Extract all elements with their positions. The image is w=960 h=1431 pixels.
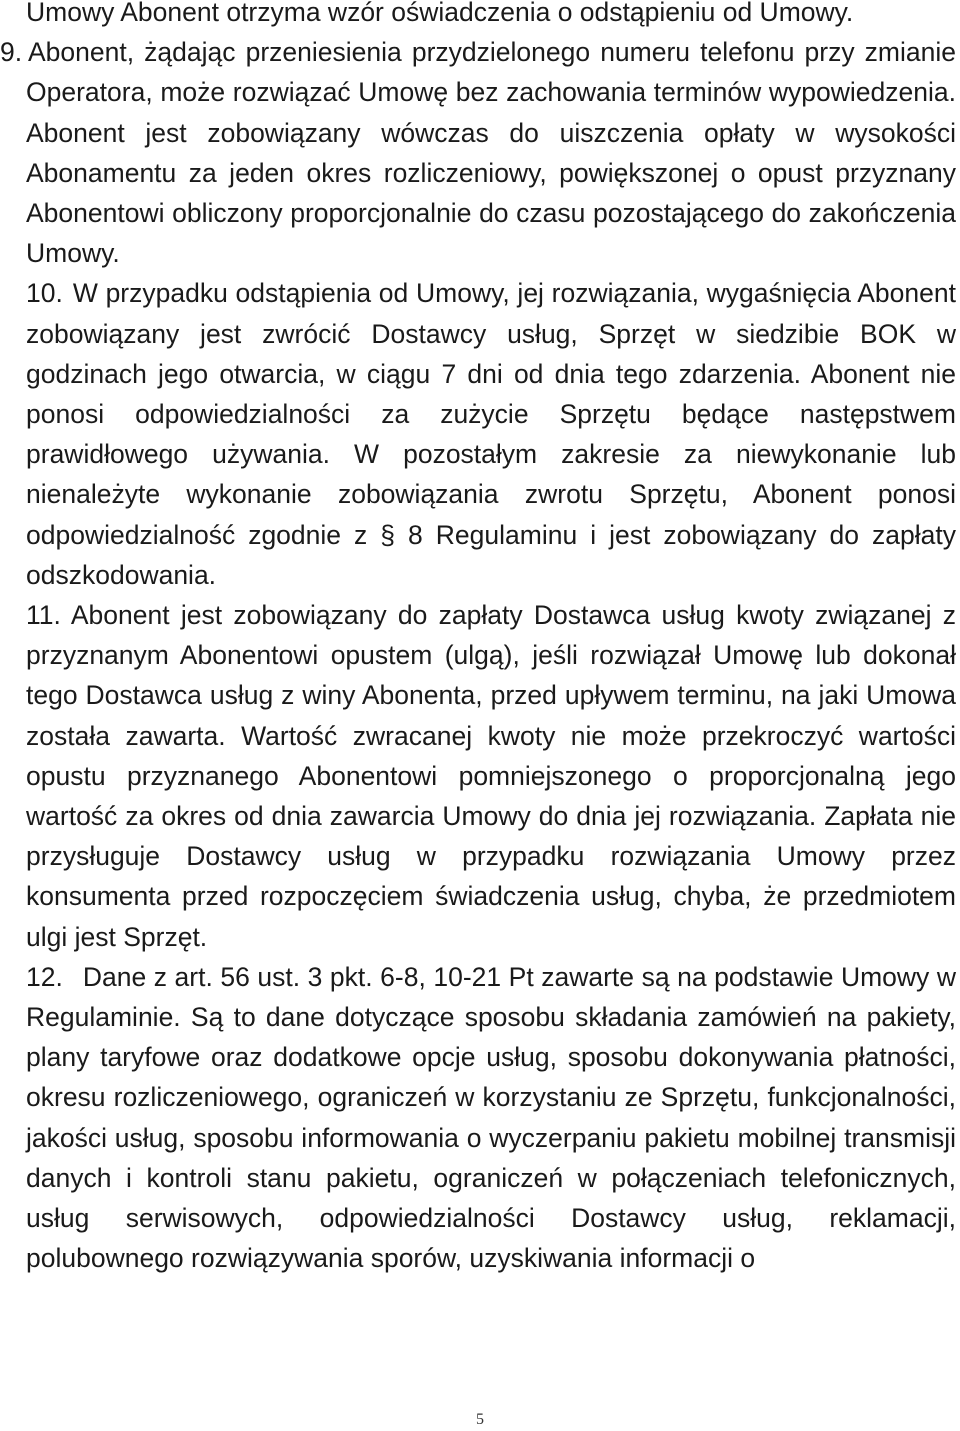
page-number: 5 xyxy=(476,1411,484,1428)
paragraph-number: 9. xyxy=(0,37,23,68)
paragraph-12 xyxy=(26,957,956,1279)
paragraph-9 xyxy=(0,32,956,273)
paragraph-number: 10. xyxy=(26,278,63,309)
paragraph-text: Abonent jest zobowiązany do zapłaty Dostawca usług kwoty związanej z przyznanym Abonentowi opustem (ulgą), jeśli rozwiązał Umowę lub dokonał tego Dostawca usług z winy Abonenta, przed upływem terminu, na jaki Umowa została zawarta. Wartość zwracanej kwoty nie może przekroczyć wartości opustu przyznanego Abonentowi pomniejszonego o proporcjonalną jego wartość za okres od dnia zawarcia Umowy do dnia jej rozwiązania. Zapłata nie przysługuje Dostawcy usług w przypadku rozwiązania Umowy przez konsumenta przed rozpoczęciem świadczenia usług, chyba, że przedmiotem ulgi jest Sprzęt. xyxy=(26,600,956,952)
paragraph-number: 12. xyxy=(26,961,63,992)
paragraph-text: Umowy Abonent otrzyma wzór oświadczenia o odstąpieniu od Umowy. xyxy=(26,0,854,27)
paragraph-10 xyxy=(26,273,956,595)
paragraph-text: Dane z art. 56 ust. 3 pkt. 6-8, 10-21 Pt zawarte są na podstawie Umowy w Regulaminie. Są to dane dotyczące sposobu składania zamówień na pakiety, plany taryfowe oraz dodatkowe opcje usług, sposobu dokonywania płatności, okresu rozliczeniowego, ograniczeń w korzystaniu ze Sprzętu, funkcjonalności, jakości usług, sposobu informowania o wyczerpaniu pakietu mobilnej transmisji danych i kontroli stanu pakietu, ograniczeń w połączeniach telefonicznych, usług serwisowych, odpowiedzialności Dostawcy usług, reklamacji, polubownego rozwiązywania sporów, uzyskiwania informacji o xyxy=(26,961,956,1274)
paragraph-number: 11. xyxy=(26,600,61,631)
paragraph-text: Abonent, żądając przeniesienia przydzielonego numeru telefonu przy zmianie Operatora, może rozwiązać Umowę bez zachowania terminów wypowiedzenia. Abonent jest zobowiązany wówczas do uiszczenia opłaty w wysokości Abonamentu za jeden okres rozliczeniowy, powiększonej o opust przyznany Abonentowi obliczony proporcjonalnie do czasu pozostającego do zakończenia Umowy. xyxy=(26,37,956,269)
paragraph-text: W przypadku odstąpienia od Umowy, jej rozwiązania, wygaśnięcia Abonent zobowiązany jest zwrócić Dostawcy usług, Sprzęt w siedzibie BOK w godzinach jego otwarcia, w ciągu 7 dni od dnia tego zdarzenia. Abonent nie ponosi odpowiedzialności za zużycie Sprzętu będące następstwem prawidłowego używania. W pozostałym zakresie za niewykonanie lub nienależyte wykonanie zobowiązania zwrotu Sprzętu, Abonent ponosi odpowiedzialność zgodnie z § 8 Regulaminu i jest zobowiązany do zapłaty odszkodowania. xyxy=(26,278,956,590)
paragraph-continuation xyxy=(26,0,956,32)
paragraph-11 xyxy=(26,595,956,957)
